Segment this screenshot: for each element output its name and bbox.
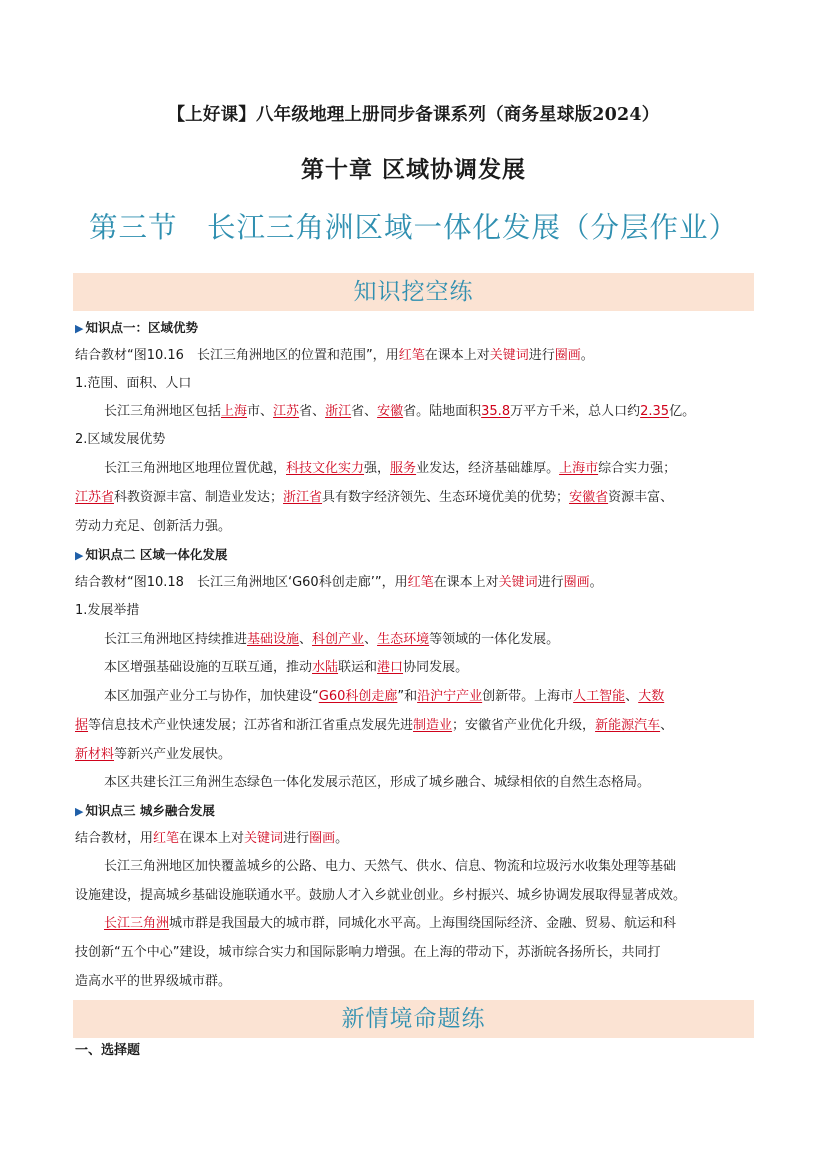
chapter-title: 第十章 区域协调发展 <box>300 157 526 183</box>
kp3-p1a: 长江三角洲地区加快覆盖城乡的公路、电力、天然气、供水、信息、物流和垃圾污水收集处理等基础 <box>104 859 677 874</box>
kp2-heading: 知识点二 区域一体化发展 <box>85 547 228 562</box>
kp1-intro: 结合教材“图10.16 长江三角洲地区的位置和范围”，用红笔在课本上对关键词进行圈画。 <box>75 348 594 363</box>
kp2-heading-row <box>75 545 765 566</box>
kp3-heading: 知识点三 城乡融合发展 <box>85 803 215 818</box>
kp3-heading-row <box>75 801 765 822</box>
kp3-intro: 结合教材，用红笔在课本上对关键词进行圈画。 <box>75 831 349 846</box>
kp1-p2b: 江苏省科教资源丰富、制造业发达；浙江省具有数字经济领先、生态环境优美的优势；安徽省资源丰富、 <box>75 490 674 505</box>
triangle-icon: ▶ <box>75 322 84 335</box>
triangle-icon: ▶ <box>75 805 84 818</box>
triangle-icon: ▶ <box>75 549 84 562</box>
kp2-p2: 本区增强基础设施的互联互通，推动水陆联运和港口协同发展。 <box>104 660 469 675</box>
kp1-heading: 知识点一：区域优势 <box>85 320 198 335</box>
kp1-p2c: 劳动力充足、创新活力强。 <box>75 519 232 534</box>
series-title: 【上好课】八年级地理上册同步备课系列（商务星球版2024） <box>167 105 660 125</box>
kp1-sub1: 1.范围、面积、人口 <box>75 376 192 391</box>
part-one-heading: 一、选择题 <box>75 1043 141 1058</box>
kp3-p2b: 技创新“五个中心”建设，城市综合实力和国际影响力增强。在上海的带动下，苏浙皖各扬所长，共同打 <box>75 945 661 960</box>
kp2-p3c: 新材料等新兴产业发展快。 <box>75 747 232 762</box>
kp3-p2c: 造高水平的世界级城市群。 <box>75 974 232 989</box>
kp2-sub1: 1.发展举措 <box>75 603 140 618</box>
kp1-p1: 长江三角洲地区包括上海市、江苏省、浙江省、安徽省。陆地面积35.8万平方千米，总人口约2.35亿。 <box>104 404 696 419</box>
section-title: 第三节 长江三角洲区域一体化发展（分层作业） <box>88 211 738 244</box>
kp2-p3b: 据等信息技术产业快速发展；江苏省和浙江省重点发展先进制造业；安徽省产业优化升级，新能源汽车、 <box>75 718 674 733</box>
kp1-heading-row <box>75 318 765 339</box>
kp2-p4: 本区共建长江三角洲生态绿色一体化发展示范区，形成了城乡融合、城绿相依的自然生态格局。 <box>104 775 651 790</box>
kp1-sub2: 2.区域发展优势 <box>75 432 166 447</box>
kp3-p1b: 设施建设，提高城乡基础设施联通水平。鼓励人才入乡就业创业。乡村振兴、城乡协调发展取得显著成效。 <box>75 888 687 903</box>
band-new-context: 新情境命题练 <box>73 1000 754 1038</box>
kp2-intro: 结合教材“图10.18 长江三角洲地区‘G60科创走廊’”，用红笔在课本上对关键词进行圈画。 <box>75 575 603 590</box>
kp1-p2a: 长江三角洲地区地理位置优越，科技文化实力强，服务业发达，经济基础雄厚。上海市综合实力强； <box>104 461 677 476</box>
kp2-p1: 长江三角洲地区持续推进基础设施、科创产业、生态环境等领域的一体化发展。 <box>104 632 560 647</box>
kp3-p2a: 长江三角洲城市群是我国最大的城市群，同城化水平高。上海围绕国际经济、金融、贸易、航运和科 <box>104 916 677 931</box>
band-knowledge-fill: 知识挖空练 <box>73 273 754 311</box>
kp2-p3a: 本区加强产业分工与协作，加快建设“G60科创走廊”和沿沪宁产业创新带。上海市人工智能、大数 <box>104 689 665 704</box>
